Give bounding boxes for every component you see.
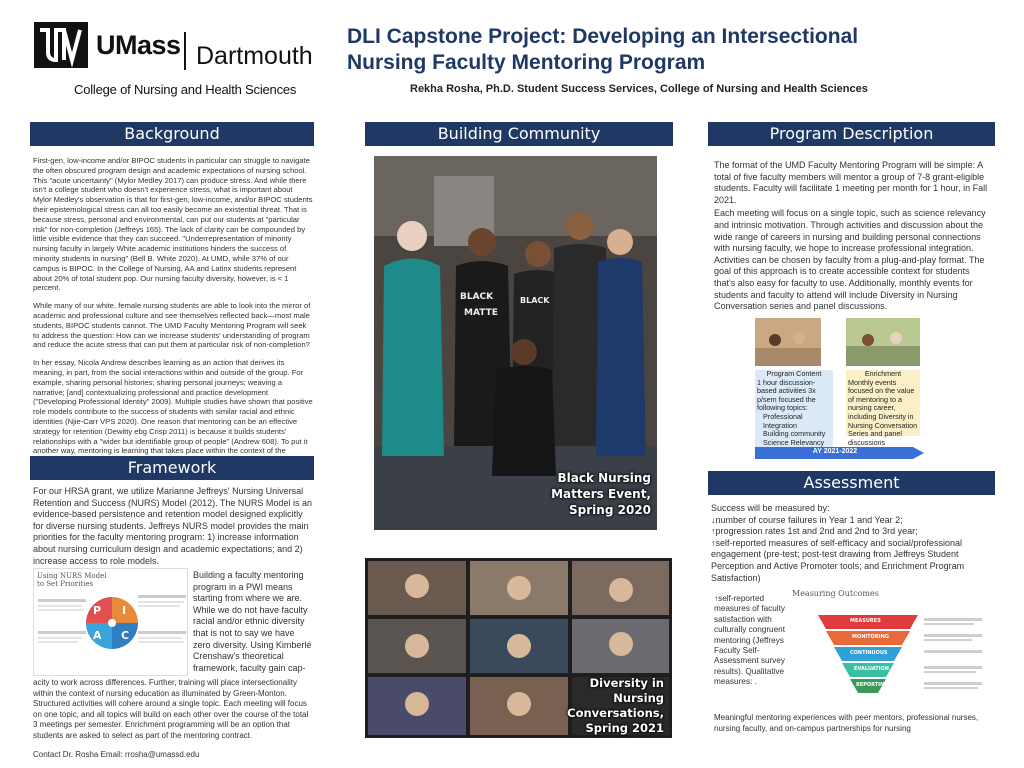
nurs-model-title: Using NURS Model to Set Priorities	[37, 572, 107, 588]
zoom-caption-line-2: Nursing	[613, 691, 664, 705]
umass-logo-icon	[34, 22, 88, 68]
authors: Rekha Rosha, Ph.D. Student Success Services, College of Nursing and Health Sciences	[410, 83, 868, 95]
background-paragraph-3: In her essay, Nicola Andrew describes learning as an action that derives its meaning, in part, from the social interactions within and outside of the group. For example, sharing personal histories; sharing personal journeys; weaving a narrative; [and] contextualizing professional and practice development ("Developing Professional Identity" 2009). Multiple studies have shown that positive role models contribute to the success of students with similar racial and ethnic identities (Njie-Carr VPS 2020). One reason that mentoring can be an effective strategy for retention (Dewitty ebg Crisp 2011) is because it builds students' relationships with a "wider but identifiable group of people" (Andrew 608). To put it another way, mentoring is learning that takes place within the context of the	[33, 358, 313, 456]
pica-wheel-icon	[34, 569, 189, 677]
program-content-item-3: Science Relevancy	[763, 437, 825, 447]
community-photo-caption	[551, 470, 651, 518]
funnel-stage-1: MEASURES	[850, 618, 881, 624]
title-line-1: DLI Capstone Project: Developing an Intersectional	[347, 25, 859, 48]
shirt-text-1: BLACK	[460, 292, 494, 302]
community-caption-line-2: Matters Event,	[551, 487, 651, 501]
college-name: College of Nursing and Health Sciences	[74, 82, 297, 97]
background-paragraph-1: First-gen, low-income and/or BIPOC students in particular can struggle to navigate the often obscured program design and academic expectations of nursing school. This "acute uncertainty" (Mylor Medley 2017) can produce stress. And while there isn't a college student who doesn't experience stress, what is important about Mylor Medley's observation is that for first-gen, low-income, and/or BIPOC students their epistemological stress can all too easily become an existential threat. That is because stress, personal and environmental, can put our students at "particular risk" for non-completion (Jeffreys 165). The lack of clarity can be compounded by little visible evidence that they can succeed. "Underrepresentation of minority nursing faculty in largely White academic institutions hinders the success of minority students in nursing" (Bell B. White 2020). At UMD, while 37% of our campus is BIPOC. In the College of Nursing, AA and Latinx students represent about 20% of total student pop. Our nursing faculty diversity, however, is < 1 percent.	[33, 156, 313, 293]
assessment-item-3: ↑self-reported measures of self-efficacy and social/professional engagement (pre-test; post-test drawing from Jeffreys Student Perception and Active Promoter tools; and Enrichment Program Satisfaction)	[711, 537, 965, 583]
enrichment-box	[846, 369, 920, 447]
background-paragraph-2: While many of our white, female nursing students are able to look into the mirror of academic and professional culture and see themselves reflected back—most male students, BIPOC students cannot. The UMD Faculty Mentoring Program will seek to address the question: How can we increase students' understanding of program and reduce the acute stress that can put them at particular risk of non-completion?	[33, 301, 311, 350]
assessment-closing: Meaningful mentoring experiences with peer mentors, professional nurses, nursing faculty, and on-campus partnerships for nursing	[714, 713, 979, 733]
assessment-side-text: ↑self-reported measures of faculty satisfaction with culturally congruent mentoring (Jeffreys Faculty Self-Assessment survey results). Qualitative measures: .	[714, 594, 785, 687]
assessment-list	[711, 503, 991, 584]
program-content-text: 1 hour discussion-based activities 3x p/sem focused the following topics:	[757, 377, 816, 413]
funnel-stage-4: EVALUATION	[854, 666, 889, 672]
program-content-item-1: Professional Integration	[763, 411, 803, 430]
zoom-caption	[567, 676, 664, 736]
nurs-model-diagram	[33, 568, 188, 676]
funnel-stage-5: REPORTING	[856, 682, 889, 688]
zoom-caption-line-4: Spring 2021	[585, 721, 664, 735]
program-content-box	[755, 370, 833, 448]
measuring-outcomes-diagram	[792, 587, 988, 705]
zoom-caption-line-3: Conversations,	[567, 706, 664, 720]
section-header-program-description: Program Description	[708, 122, 995, 146]
community-caption-line-3: Spring 2020	[569, 503, 651, 517]
nurs-letter-p: P	[93, 604, 102, 617]
nurs-letter-c: C	[121, 629, 130, 642]
shirt-text-2: MATTE	[464, 308, 498, 318]
framework-paragraph-3: acity to work across differences. Further, training will place intersectionality within the context of nursing education as illuminated by Green-Monton. Structured activities will cohere around a single topic. Each meeting will focus on one topic, and all topics will build on each other over the course of the total 3 meetings per semester. Enrichment programming will be an option that students are asked to select as part of the mentoring contract.	[33, 678, 309, 740]
timeline-label: AY 2021-2022	[812, 448, 858, 455]
enrichment-title: Enrichment	[864, 369, 902, 378]
community-photo	[374, 156, 657, 530]
nurs-letter-a: A	[93, 629, 102, 642]
measuring-outcomes-title: Measuring Outcomes	[792, 589, 879, 598]
title-line-2: Nursing Faculty Mentoring Program	[347, 51, 706, 74]
logo-umass-text: UMass	[96, 30, 181, 60]
funnel-stage-3: CONTINUOUS	[850, 650, 888, 656]
program-content-photo	[755, 318, 821, 366]
program-content-title: Program Content	[766, 369, 822, 378]
funnel-stage-2: MONITORING	[852, 634, 889, 640]
program-content-item-2: Building community	[763, 429, 826, 439]
section-header-building-community: Building Community	[365, 122, 673, 146]
logo-divider	[184, 32, 186, 70]
background-text	[33, 156, 313, 474]
outcomes-funnel-icon	[792, 587, 988, 705]
program-paragraph-1: The format of the UMD Faculty Mentoring Program will be simple: A total of five faculty members will mentor a group of 7-8 grant-eligible students. Faculty will facilitate 1 meeting per month for 1 hour, in Fall 2021.	[714, 160, 988, 205]
logo-dartmouth-text: Dartmouth	[196, 42, 313, 70]
zoom-caption-line-1: Diversity in	[589, 676, 664, 690]
section-header-framework: Framework	[30, 456, 314, 480]
poster-title	[347, 24, 1007, 76]
contact-info: Contact Dr. Rosha Email: rrosha@umassd.edu	[33, 750, 200, 759]
community-caption-line-1: Black Nursing	[557, 471, 651, 485]
assessment-item-2: ↑progression rates 1st and 2nd and 2nd to 3rd year;	[711, 526, 918, 537]
assessment-item-1: ↓number of course failures in Year 1 and Year 2;	[711, 514, 903, 525]
shirt-text-3: BLACK	[520, 296, 550, 305]
program-text	[714, 160, 992, 315]
section-header-assessment: Assessment	[708, 471, 995, 495]
enrichment-text: Monthly events focused on the value of mentoring to a nursing career, including Diversity in Nursing Conversation Series and panel discussions	[848, 377, 918, 447]
zoom-screenshot	[365, 558, 672, 738]
section-header-background: Background	[30, 122, 314, 146]
program-paragraph-2: Each meeting will focus on a single topic, such as science relevancy and intrinsic motivation. Through activities and discussion about the wide range of careers in nursing and building personal connections with nursing faculty, we hope to increase professional integration. Activities can be chosen by faculty from a plug-and-play format. The goal of this approach is to create accessible context for students that's also easy for faculty to use. Additionally, monthly events for students and faculty to attend will include Diversity in Nursing Conversation series and panel discussions.	[714, 208, 986, 312]
enrichment-photo	[846, 318, 920, 366]
framework-paragraph-1: For our HRSA grant, we utilize Marianne Jeffreys' Nursing Universal Retention and Success (NURS) Model (2012). The NURS Model is an evidence-based persistence and retention model designed explicitly for diverse nursing students. Jeffreys NURS model provides the main priorities for the faculty mentoring program: 1) increase information about nursing curriculum design and academic expectations; and 2) increase access to role models.	[33, 486, 312, 566]
assessment-intro: Success will be measured by:	[711, 503, 830, 513]
nurs-letter-i: I	[122, 604, 127, 617]
framework-paragraph-2: Building a faculty mentoring program in a PWI means starting from where we are. While we do not have faculty racial and/or ethnic diversity that is not to say we have zero diversity. Using Kimberlé Crenshaw's theoretical framework, faculty gain cap-	[193, 570, 312, 673]
